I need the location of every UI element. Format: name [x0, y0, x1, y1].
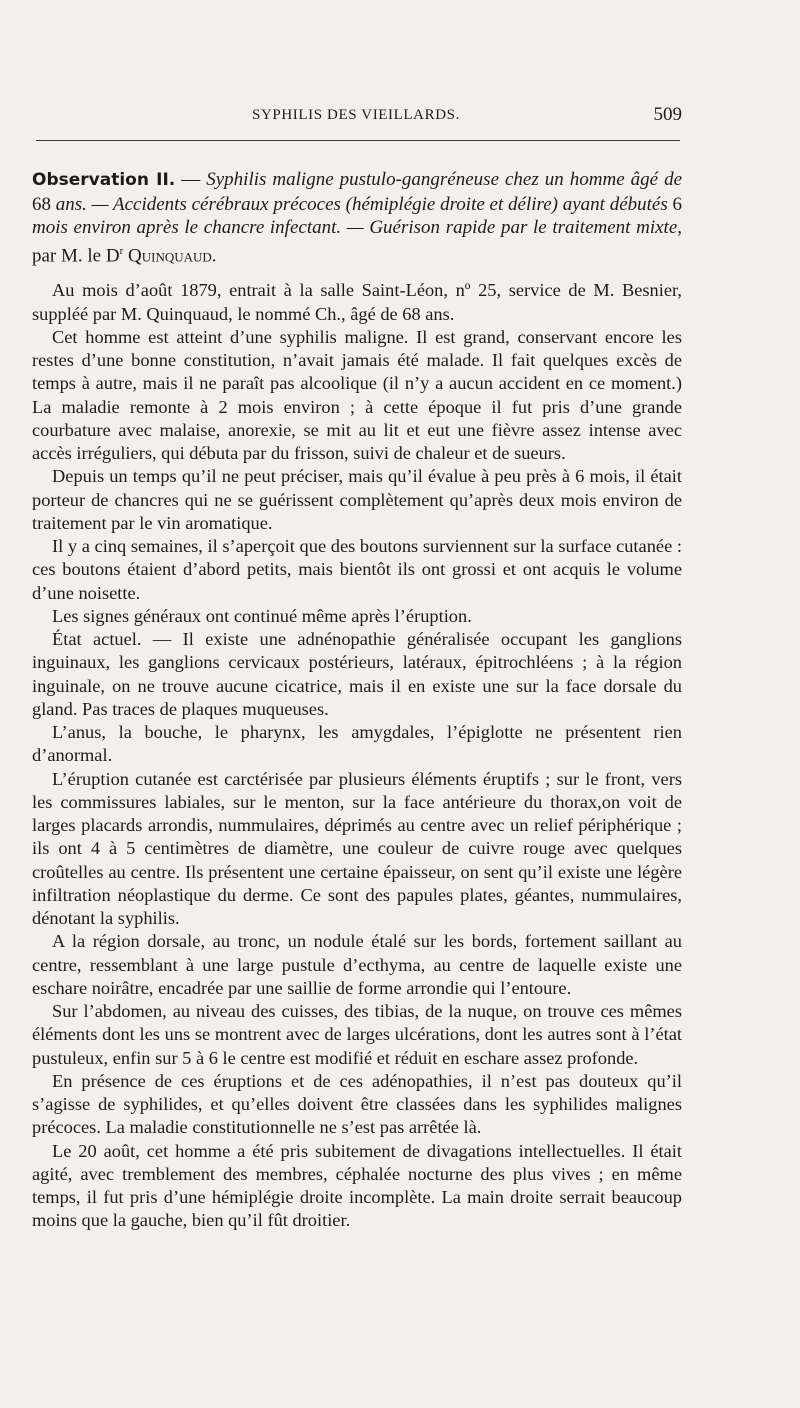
observation-age: 68: [32, 193, 51, 215]
running-title: SYPHILIS DES VIEILLARDS.: [252, 107, 460, 123]
page-number: 509: [653, 104, 682, 125]
paragraph-12: Le 20 août, cet homme a été pris subitement de divagations intellectuelles. Il était agité, avec tremblement des membres, céphalée nocturne des plus vives ; en même temps, il fut pris d’une hémiplégie droite incomplète. La main droite serrait beaucoup moins que la gauche, bien qu’il fût droitier.: [32, 1140, 682, 1231]
paragraph-6: État actuel. — Il existe une adnénopathie généralisée occupant les ganglions inguinaux, les ganglions cervicaux postérieurs, latéraux, épitrochléens ; à la région inguinale, on ne trouve aucune cicatrice, mais il en existe une sur la face dorsale du gland. Pas traces de plaques muqueuses.: [32, 629, 682, 719]
paragraph-7: L’anus, la bouche, le pharynx, les amygdales, l’épiglotte ne présentent rien d’anormal.: [32, 722, 682, 766]
observation-label: Observation II.: [32, 170, 176, 190]
observation-title-part1: Syphilis maligne pustulo-gangréneuse chez un homme âgé de: [206, 169, 683, 190]
paragraph-1: Au mois d’août 1879, entrait à la salle Saint-Léon, nº 25, service de M. Besnier, suppléé par M. Quinquaud, le nommé Ch., âgé de 68 ans.: [32, 280, 682, 324]
paragraph-4: Il y a cinq semaines, il s’aperçoit que des boutons surviennent sur la surface cutanée : ces boutons étaient d’abord petits, mais bientôt ils ont grossi et ont acquis le volume d’une noisette.: [32, 536, 682, 603]
observation-heading: [32, 168, 682, 267]
observation-title-part3: mois environ après le chancre infectant. — Guérison rapide par le traitement mixte,: [32, 217, 682, 238]
observation-months: 6: [672, 193, 682, 215]
running-head: [30, 104, 682, 130]
paragraph-8: L’éruption cutanée est carctérisée par plusieurs éléments éruptifs ; sur le front, vers les commissures labiales, sur le menton, sur la face antérieure du thorax,on voit de larges placards arrondis, nummulaires, déprimés au centre avec un relief périphérique ; ils ont 4 à 5 centimètres de diamètre, une couleur de cuivre rouge avec quelques croûtelles au centre. Ils présentent une certaine épaisseur, on sent qu’il existe une légère infiltration néoplastique du derme. Ce sont des papules plates, géantes, nummulaires, dénotant la syphilis.: [32, 768, 682, 929]
header-rule: [36, 140, 680, 141]
page-body: [32, 168, 682, 1233]
observation-title-part2: ans. — Accidents cérébraux précoces (hémiplégie droite et délire) ayant débutés: [51, 193, 673, 215]
paragraph-10: Sur l’abdomen, au niveau des cuisses, des tibias, de la nuque, on trouve ces mêmes éléments dont les uns se montrent avec de larges ulcérations, dont les autres sont à l’état pustuleux, enfin sur 5 à 6 le centre est modifié et réduit en eschare assez profonde.: [32, 1001, 682, 1068]
observation-author-sup: r: [119, 244, 124, 257]
paragraph-9: A la région dorsale, au tronc, un nodule étalé sur les bords, fortement saillant au centre, ressemblant à une large pustule d’ecthyma, au centre de laquelle existe une eschare noirâtre, encadrée par une saillie de forme arrondie qui l’entoure.: [32, 931, 682, 998]
observation-author-prefix: par M. le D: [32, 244, 120, 266]
paragraph-3: Depuis un temps qu’il ne peut préciser, mais qu’il évalue à peu près à 6 mois, il était porteur de chancres qui ne se guérissent complètement qu’après deux mois environ de traitement par le vin aromatique.: [32, 466, 682, 533]
paragraph-5: Les signes généraux ont continué même après l’éruption.: [52, 605, 472, 626]
observation-author-name: Quinquaud.: [123, 244, 217, 266]
paragraph-2: Cet homme est atteint d’une syphilis maligne. Il est grand, conservant encore les restes d’une bonne constitution, n’avait jamais été malade. Il fait quelques excès de temps à autre, mais il ne paraît pas alcoolique (il n’y a aucun accident en ce moment.) La maladie remonte à 2 mois environ ; à cette époque il fut pris d’une grande courbature avec malaise, anorexie, se mit au lit et eut une fièvre assez intense avec accès irréguliers, qui débuta par du frisson, suivi de chaleur et de sueurs.: [32, 326, 682, 464]
paragraph-11: En présence de ces éruptions et de ces adénopathies, il n’est pas douteux qu’il s’agisse de syphilides, et qu’elles doivent être classées dans les syphilides malignes précoces. La maladie constitutionnelle ne s’est pas arrêtée là.: [32, 1070, 682, 1138]
heading-dash: —: [175, 169, 207, 190]
